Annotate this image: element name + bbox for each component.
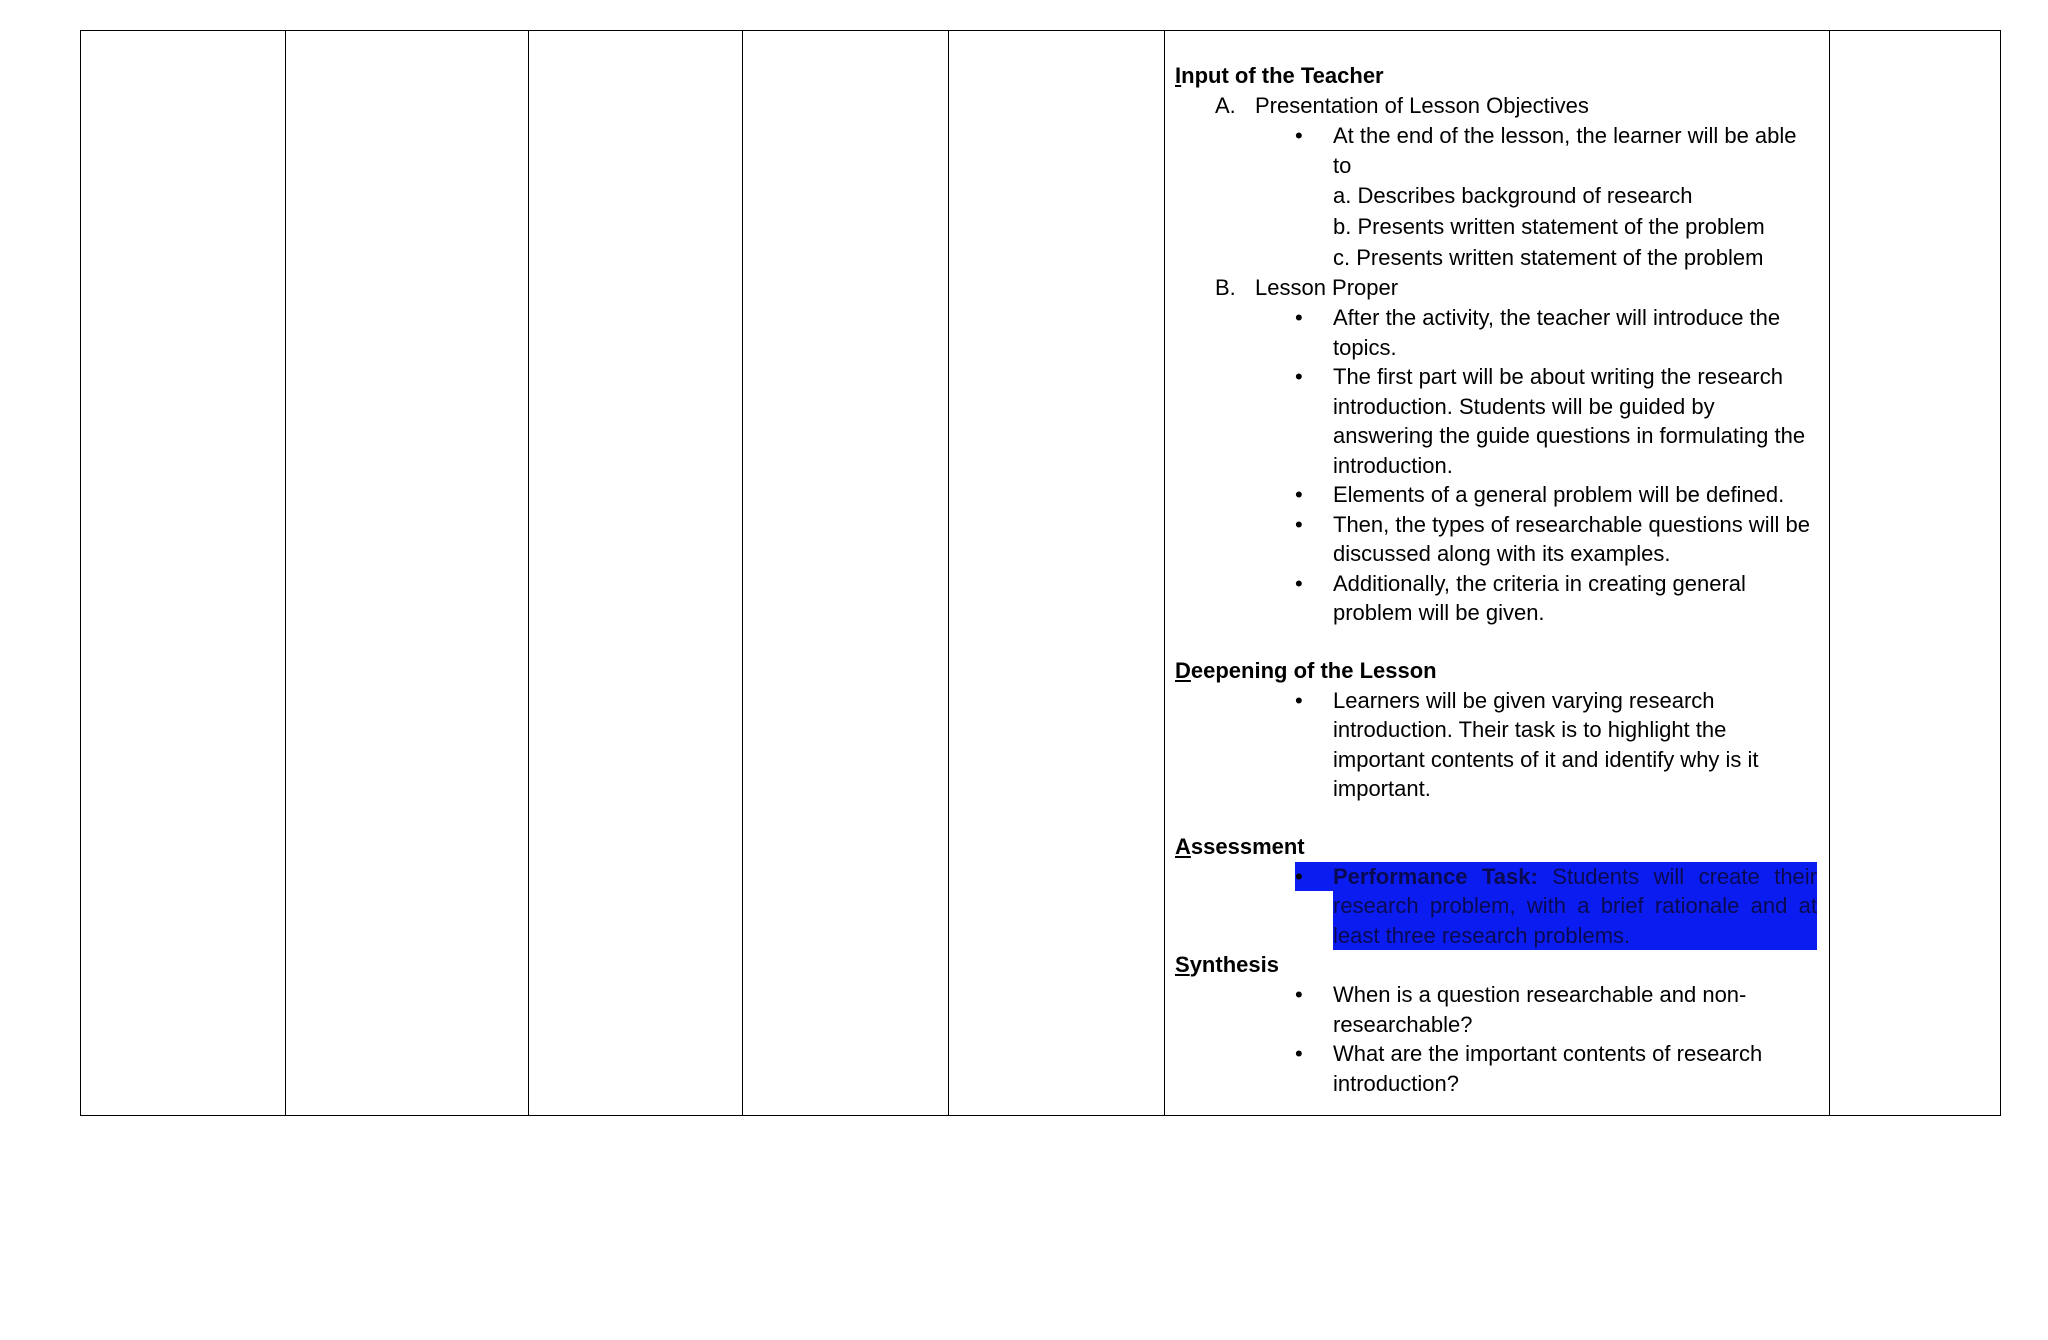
list-item: • Additionally, the criteria in creating general problem will be given. xyxy=(1295,570,1746,625)
lesson-plan-table xyxy=(80,30,2001,1116)
objectives-sublist xyxy=(1333,180,1817,273)
table-row xyxy=(81,31,2001,1116)
list-item: A. Presentation of Lesson Objectives • At the end of the lesson, the learner will be able to a. Describes background of research b. Presents written statement of the problem c. Presents written statement of the problem xyxy=(1175,91,1817,273)
assessment-heading: Assessment xyxy=(1175,833,1305,859)
list-item: B. Lesson Proper • After the activity, the teacher will introduce the topics. • The first part will be about writing the research introduction. Students will be guided by answering the guide questions in formulating the introduction. • Elements of a general problem will be defined. • Then, the types of researchable questions will be discussed along with its examples. • Additionally, the criteria in creating general problem will be given. xyxy=(1175,273,1817,628)
table-cell-empty xyxy=(949,31,1165,1116)
list-item: • When is a question researchable and non-researchable? xyxy=(1295,982,1747,1037)
synthesis-heading: Synthesis xyxy=(1175,952,1279,977)
deepening-bullets xyxy=(1175,686,1817,804)
list-item: • The first part will be about writing the research introduction. Students will be guided by answering the guide questions in formulating the introduction. xyxy=(1295,364,1806,478)
highlighted-performance-task: Performance Task: Students will create their research problem, with a brief rationale and at least three research problems. xyxy=(1333,862,1817,951)
objectives-bullets xyxy=(1175,121,1817,273)
table-cell-empty xyxy=(286,31,529,1116)
list-item: • Learners will be given varying research introduction. Their task is to highlight the important contents of it and identify why is it important. xyxy=(1295,687,1759,801)
table-cell-empty xyxy=(81,31,286,1116)
assessment-bullets xyxy=(1175,862,1817,951)
input-of-teacher-heading: Input of the Teacher xyxy=(1175,63,1384,88)
performance-task-item: • Performance Task: Students will create their research problem, with a brief rationale and at least three research problems. xyxy=(1175,862,1817,951)
procedure-cell xyxy=(1165,31,1830,1116)
list-item: c. Presents written statement of the problem xyxy=(1333,245,1764,270)
list-item: • Elements of a general problem will be defined. xyxy=(1295,482,1785,507)
lesson-proper-bullets xyxy=(1175,303,1817,628)
list-item: • After the activity, the teacher will introduce the topics. xyxy=(1295,305,1781,360)
list-item: • What are the important contents of research introduction? xyxy=(1295,1041,1763,1096)
list-item: • At the end of the lesson, the learner will be able to a. Describes background of research b. Presents written statement of the problem c. Presents written statement of the problem xyxy=(1175,121,1817,273)
table-cell-empty xyxy=(743,31,949,1116)
list-item: b. Presents written statement of the problem xyxy=(1333,214,1765,239)
synthesis-bullets xyxy=(1175,980,1817,1098)
table-cell-empty xyxy=(1830,31,2001,1116)
input-items-list xyxy=(1175,91,1817,628)
list-item: a. Describes background of research xyxy=(1333,183,1693,208)
deepening-heading: Deepening of the Lesson xyxy=(1175,657,1437,683)
list-item: • Then, the types of researchable questions will be discussed along with its examples. xyxy=(1295,511,1810,566)
table-cell-empty xyxy=(529,31,743,1116)
